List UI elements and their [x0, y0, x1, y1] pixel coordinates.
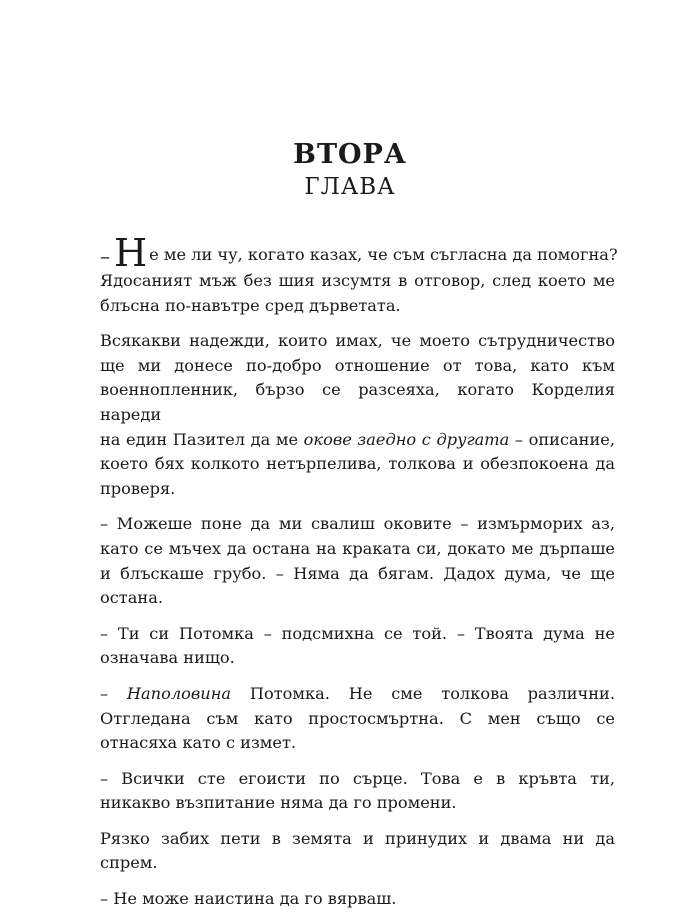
paragraph-6: [100, 767, 615, 816]
text-line: [100, 428, 615, 453]
text-line: като се мъчех да остана на краката си, докато ме дърпаше: [100, 538, 615, 558]
text-line: – Ти си Потомка – подсмихна се той. – Твоята дума не: [100, 623, 615, 643]
text-line: – Не може наистина да го вярваш.: [100, 889, 397, 909]
chapter-number: ВТОРА: [293, 139, 407, 170]
text-line: никакво възпитание няма да го промени.: [100, 793, 457, 813]
text-line: [100, 682, 615, 707]
paragraph-7: [100, 827, 615, 876]
text-line: Отгледана съм като простосмъртна. С мен също се: [100, 708, 615, 728]
italic-text: Наполовина: [126, 683, 232, 703]
paragraph-1: [100, 269, 615, 318]
text-line: военнопленник, бързо се разсеяха, когато Корделия нареди: [100, 380, 615, 424]
paragraph-8: [100, 887, 615, 912]
text-fragment: Потомка. Не сме толкова различни.: [231, 683, 615, 703]
text-fragment: –: [100, 683, 127, 703]
dropcap-letter: Н: [114, 231, 148, 275]
opening-line: [100, 231, 618, 275]
text-line: – Всички сте егоисти по сърце. Това е в кръвта ти,: [100, 768, 615, 788]
text-line: ще ми донесе по-добро отношение от това, като към: [100, 355, 615, 375]
text-line: проверя.: [100, 478, 176, 498]
opening-dash: –: [100, 244, 110, 268]
text-line: означава нищо.: [100, 648, 235, 668]
text-line: Ядосаният мъж без шия изсумтя в отговор, след което ме: [100, 271, 615, 290]
text-line: Рязко забих пети в земята и принудих и двама ни да: [100, 828, 615, 848]
text-line: остана.: [100, 588, 164, 608]
text-fragment: – описание,: [509, 429, 615, 449]
chapter-body: [100, 231, 618, 912]
chapter-heading: [0, 138, 700, 202]
text-line: и блъскаше грубо. – Няма да бягам. Дадох дума, че ще: [100, 563, 615, 583]
text-line: – Можеше поне да ми свалиш оковите – измърморих аз,: [100, 514, 615, 534]
text-line: спрем.: [100, 853, 158, 873]
text-line: което бях колкото нетърпелива, толкова и обезпокоена да: [100, 454, 615, 474]
paragraph-2: [100, 329, 615, 501]
text-line: блъсна по-навътре сред дърветата.: [100, 295, 401, 315]
text-line: отнасяха като с измет.: [100, 733, 297, 753]
paragraph-4: [100, 622, 615, 671]
paragraph-5: [100, 682, 615, 756]
paragraph-3: [100, 512, 615, 610]
text-fragment: на един Пазител да ме: [100, 429, 304, 449]
chapter-word: ГЛАВА: [304, 174, 396, 200]
italic-text: окове заедно с другата: [303, 429, 510, 449]
text-line: Всякакви надежди, които имах, че моето сътрудничество: [100, 331, 615, 351]
opening-line-text: е ме ли чу, когато казах, че съм съгласна да помогна?: [149, 245, 618, 264]
